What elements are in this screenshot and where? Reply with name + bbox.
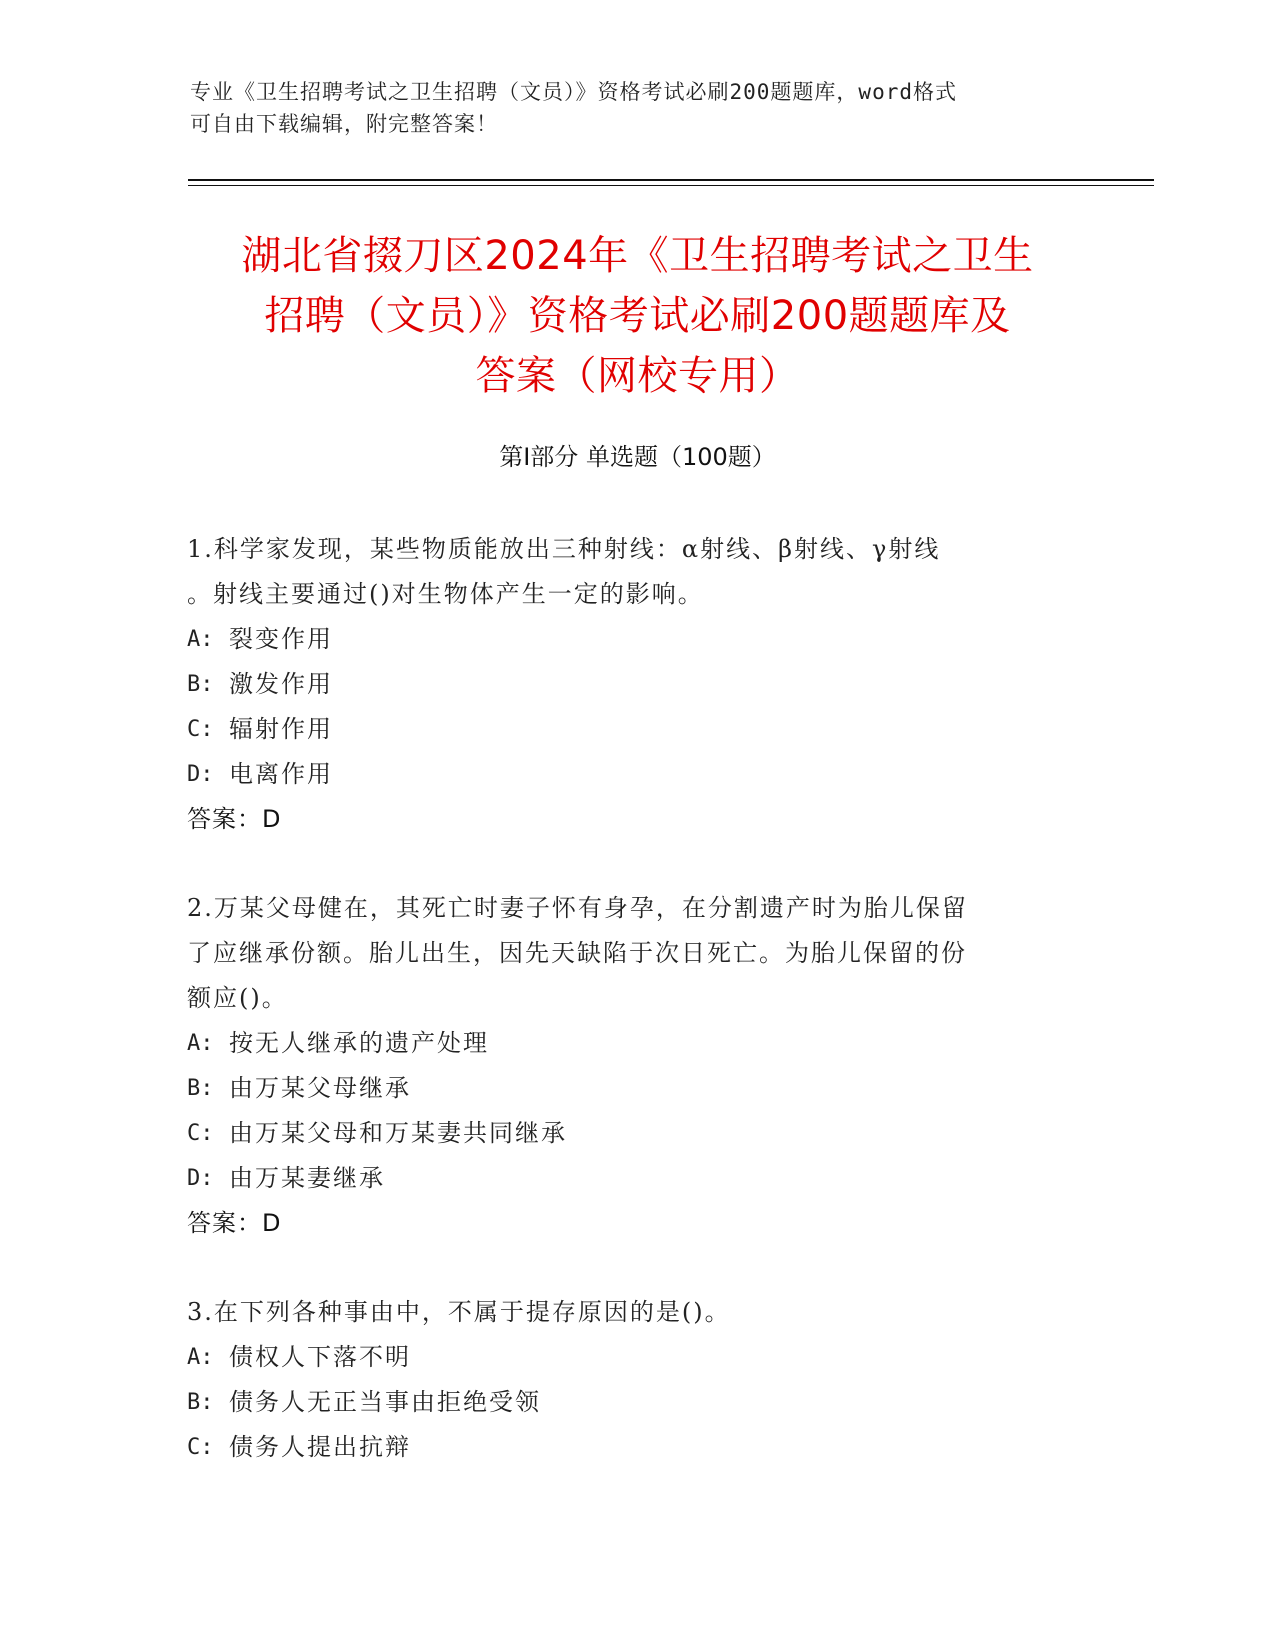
option-letter: B:	[187, 1076, 214, 1101]
answer-line: 答案：D	[187, 1209, 282, 1237]
option-list	[187, 1335, 1087, 1470]
question-stem-line: 1.科学家发现，某些物质能放出三种射线：α射线、β射线、γ射线	[187, 535, 941, 563]
option-list	[187, 617, 1087, 797]
option-letter: D:	[187, 762, 214, 787]
option-text: 由万某妻继承	[229, 1164, 385, 1192]
title-line: 湖北省掇刀区2024年《卫生招聘考试之卫生	[241, 233, 1034, 279]
option-text: 激发作用	[229, 670, 333, 698]
option-item	[187, 1156, 1087, 1201]
option-letter: A:	[187, 1031, 214, 1056]
question-stem	[187, 527, 1087, 617]
option-item	[187, 707, 1087, 752]
option-text: 电离作用	[229, 760, 333, 788]
header-divider	[188, 179, 1154, 181]
option-item	[187, 1066, 1087, 1111]
question-stem-line: 3.在下列各种事由中，不属于提存原因的是()。	[187, 1298, 731, 1326]
option-text: 辐射作用	[229, 715, 333, 743]
option-item	[187, 1021, 1087, 1066]
option-item	[187, 1425, 1087, 1470]
option-item	[187, 752, 1087, 797]
header-note	[190, 76, 1070, 140]
option-letter: C:	[187, 1121, 214, 1146]
option-text: 债权人下落不明	[229, 1343, 411, 1371]
option-list	[187, 1021, 1087, 1201]
header-note-line: 专业《卫生招聘考试之卫生招聘（文员）》资格考试必刷200题题库，word格式	[190, 80, 957, 104]
option-letter: B:	[187, 672, 214, 697]
option-letter: A:	[187, 1345, 214, 1370]
option-item	[187, 1335, 1087, 1380]
option-text: 由万某父母继承	[229, 1074, 411, 1102]
title-line: 答案（网校专用）	[475, 353, 800, 399]
title-line: 招聘（文员）》资格考试必刷200题题库及	[264, 293, 1011, 339]
option-text: 裂变作用	[229, 625, 333, 653]
option-letter: C:	[187, 717, 214, 742]
question-list	[187, 527, 1087, 1514]
section-title: 第Ⅰ部分 单选题（100题）	[499, 443, 776, 471]
document-title	[175, 226, 1100, 406]
question-stem-line: 了应继承份额。胎儿出生，因先天缺陷于次日死亡。为胎儿保留的份	[187, 939, 967, 967]
option-item	[187, 1111, 1087, 1156]
question-item	[187, 527, 1087, 842]
header-divider-thin	[188, 185, 1154, 186]
option-letter: D:	[187, 1166, 214, 1191]
question-item	[187, 1290, 1087, 1470]
question-stem-line: 额应()。	[187, 984, 288, 1012]
option-letter: A:	[187, 627, 214, 652]
header-note-line: 可自由下载编辑，附完整答案！	[190, 112, 498, 136]
question-stem	[187, 886, 1087, 1021]
question-stem-line: 2.万某父母健在，其死亡时妻子怀有身孕，在分割遗产时为胎儿保留	[187, 894, 968, 922]
option-letter: B:	[187, 1390, 214, 1415]
option-text: 债务人无正当事由拒绝受领	[229, 1388, 541, 1416]
option-item	[187, 662, 1087, 707]
option-text: 按无人继承的遗产处理	[229, 1029, 489, 1057]
option-letter: C:	[187, 1435, 214, 1460]
question-stem-line: 。射线主要通过()对生物体产生一定的影响。	[187, 580, 704, 608]
option-text: 债务人提出抗辩	[229, 1433, 411, 1461]
option-item	[187, 617, 1087, 662]
answer-line: 答案：D	[187, 805, 282, 833]
option-text: 由万某父母和万某妻共同继承	[229, 1119, 567, 1147]
question-item	[187, 886, 1087, 1246]
question-stem	[187, 1290, 1087, 1335]
option-item	[187, 1380, 1087, 1425]
